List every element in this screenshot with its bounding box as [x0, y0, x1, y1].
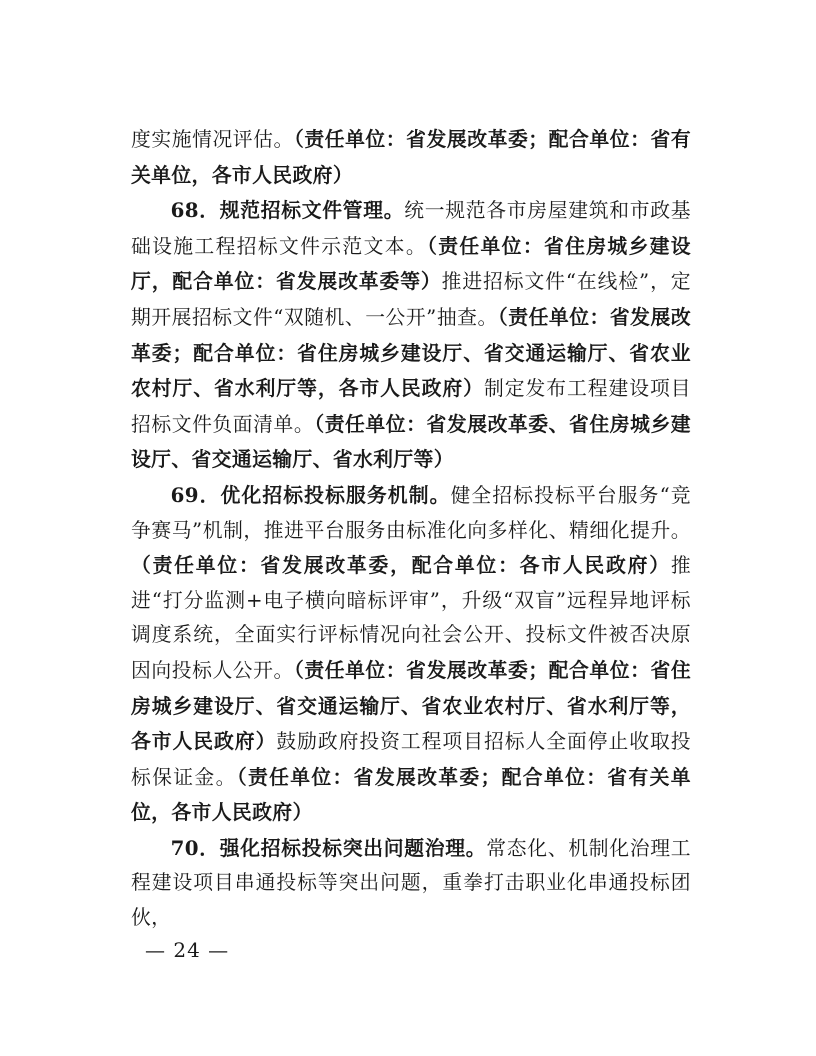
text-run: 鼓励政府投资工程项目招标人全面停止收取投标保证金。	[131, 730, 691, 789]
paragraph-item-70	[131, 831, 691, 936]
text-run: 健全招标投标平台服务“竞争赛马”机制，推进平台服务由标准化向多样化、精细化提升。	[131, 483, 691, 542]
page-number: — 24 —	[145, 938, 230, 962]
text-run: 度实施情况评估。	[131, 128, 294, 151]
responsibility-note: （责任单位：省住房城乡建设厅，配合单位：省发展改革委等）	[131, 233, 691, 294]
responsibility-note: （责任单位：省发展改革委，配合单位：各市人民政府）	[131, 553, 671, 578]
responsibility-note: （责任单位：省发展改革委；配合单位：省有关单位，各市人民政府）	[131, 127, 692, 187]
item-heading: 69．优化招标投标服务机制。	[170, 482, 451, 507]
item-heading: 70．强化招标投标突出问题治理。	[170, 835, 487, 860]
paragraph-continuation	[131, 122, 691, 193]
body-text	[131, 122, 691, 936]
responsibility-note: （责任单位：省发展改革委、省住房城乡建设厅、省交通运输厅、省水利厅等）	[131, 411, 691, 472]
paragraph-item-69	[131, 478, 691, 831]
text-run: 常态化、机制化治理工程建设项目串通投标等突出问题，重拳打击职业化串通投标团伙，	[131, 836, 691, 930]
item-heading: 68．规范招标文件管理。	[170, 198, 405, 223]
responsibility-note: （责任单位：省发展改革委；配合单位：省住房城乡建设厅、省交通运输厅、省农业农村厅、省水利厅等，各市人民政府）	[131, 657, 692, 754]
text-run: 统一规范各市房屋建筑和市政基础设施工程招标文件示范文本。	[131, 199, 691, 258]
responsibility-note: （责任单位：省发展改革委；配合单位：省有关单位，各市人民政府）	[131, 764, 691, 825]
paragraph-item-68	[131, 193, 691, 478]
text-run: 制定发布工程建设项目招标文件负面清单。	[131, 377, 691, 436]
text-run: 推进“打分监测+电子横向暗标评审”，升级“双盲”远程异地评标调度系统，全面实行评标情况向社会公开、投标文件被否决原因向投标人公开。	[131, 554, 691, 682]
responsibility-note: （责任单位：省发展改革委；配合单位：省住房城乡建设厅、省交通运输厅、省农业农村厅、省水利厅等，各市人民政府）	[131, 304, 692, 401]
text-run: 推进招标文件“在线检”，定期开展招标文件“双随机、一公开”抽查。	[131, 270, 691, 329]
